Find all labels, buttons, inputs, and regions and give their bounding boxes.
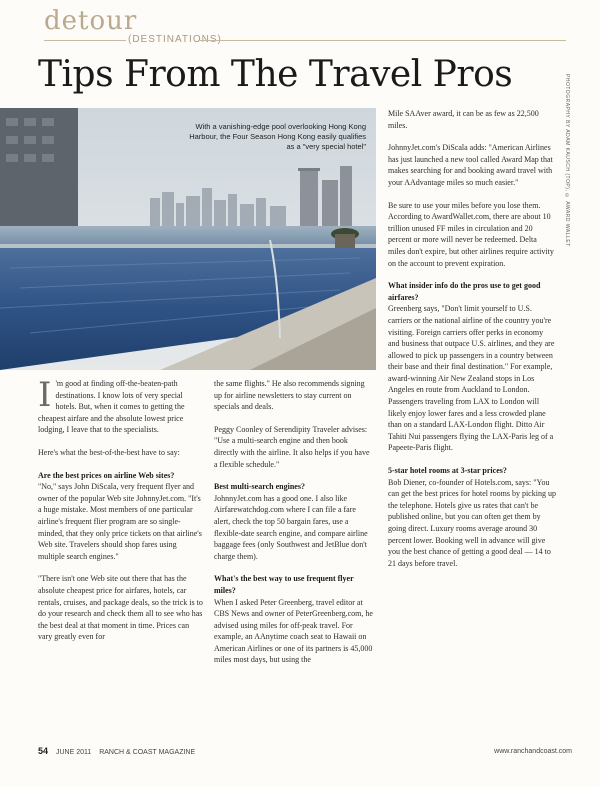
subhead: Are the best prices on airline Web sites? <box>38 470 175 480</box>
intro-paragraph <box>38 375 203 436</box>
subhead: What's the best way to use frequent flyer miles? <box>214 574 354 595</box>
paragraph: Bob Diener, co-founder of Hotels.com, says: "You can get the best prices for hotel rooms by picking up the telephone. Hotels give us rates that can't be published online, but you can often get them by going direct. Luxury rooms average around 30 percent lower. Booking well in advance will give you the best chance of getting a good deal — 14 to 21 days before travel. <box>388 477 556 568</box>
paragraph: "There isn't one Web site out there that has the absolute cheapest price for airfares, hotels, car rentals, cruises, and package deals, so the trick is to do your research and check them all to see who has the best deal at that moment in time. Prices can vary greatly even for <box>38 574 203 642</box>
paragraph: "No," says John DiScala, very frequent flyer and owner of the popular Web site JohnnyJet.com. "It's a huge mistake. Most members of one particular airline's frequent flier program are so single-minded, that they only price tickets on that airline's Web site. Travelers should shop fares using multiple search engines." <box>38 482 202 561</box>
subhead: Best multi-search engines? <box>214 482 305 492</box>
section-rule-left <box>44 40 126 41</box>
section-title: detour <box>44 6 138 36</box>
article-column-3 <box>388 108 556 580</box>
page-footer <box>38 746 572 760</box>
photo-credit: PHOTOGRAPHY BY ADAM KAUSCH (TOP), © AWARD WALLET <box>564 74 570 247</box>
paragraph: JohnnyJet.com's DiScala adds: "American Airlines has just launched a new tool called Award Map that makes searching for and booking award travel with your AAdvantage miles so much easier." <box>388 143 553 187</box>
subhead: 5-star hotel rooms at 3-star prices? <box>388 466 507 476</box>
website-url: www.ranchandcoast.com <box>494 748 572 755</box>
paragraph: the same flights." He also recommends signing up for airline newsletters to stay current on specials and deals. <box>214 379 365 412</box>
paragraph: JohnnyJet.com has a good one. I also like Airfarewatchdog.com where I can file a fare alert, check the top 50 bargain fares, use a flexible-date search engine, and compare airline baggage fees (only Southwest and JetBlue don't charge them). <box>214 493 368 561</box>
photo-caption: With a vanishing-edge pool overlooking Hong Kong Harbour, the Four Season Hong Kong easily qualifies as a "very special hotel" <box>189 122 366 151</box>
paragraph: When I asked Peter Greenberg, travel editor at CBS News and owner of PeterGreenberg.com, he advised using miles for off-peak travel. For example, an AAnytime coach seat to Hawaii on American Airlines or one of its partners is 45,000 miles most days, but using the <box>214 597 373 665</box>
hero-photo <box>0 108 376 370</box>
paragraph: Here's what the best-of-the-best have to say: <box>38 447 180 457</box>
paragraph: Be sure to use your miles before you lose them. According to AwardWallet.com, there are about 10 trillion unused FF miles in circulation and 20 percent or more will never be redeemed. Delta miles don't expire, but other airlines require activity on the account to prevent expiration. <box>388 200 554 268</box>
paragraph: Peggy Coonley of Serendipity Traveler advises: "Use a multi-search engine and then book directly with the airline. It also helps if you have a flexible schedule." <box>214 424 370 469</box>
page-number: 54 <box>38 746 49 756</box>
magazine-name: RANCH & COAST MAGAZINE <box>99 749 196 756</box>
paragraph: Mile SAAver award, it can be as few as 22,500 miles. <box>388 109 539 130</box>
issue-date: JUNE 2011 <box>55 749 92 756</box>
article-column-1 <box>38 375 203 654</box>
subhead: What insider info do the pros use to get good airfares? <box>388 281 541 302</box>
intro-text: 'm good at finding off-the-beaten-path destinations. I know lots of very special hotels. But, when it comes to getting the cheapest airfare and the absolute lowest price lodging, I leave that to the specialists. <box>38 379 185 435</box>
article-column-2 <box>214 378 374 677</box>
section-subtitle: (DESTINATIONS) <box>128 34 222 45</box>
article-headline: Tips From The Travel Pros <box>38 54 513 95</box>
section-rule-right <box>198 40 566 41</box>
drop-cap: I <box>38 375 52 415</box>
paragraph: Greenberg says, "Don't limit yourself to U.S. carriers or the national airline of the country you're visiting. Foreign carriers offer perks in economy and business that outpace U.S. airlines, and they are allowed to pick up passengers in a country between their base and their final destination." For example, award-winning Air New Zealand stops in Los Angeles en route from Auckland to London. Passengers traveling from LAX to London will likely enjoy lower fares and a less crowded plane than on a standard LAX-London flight. Ditto Air Tahiti Nui passengers flying the LAX-Paris leg of a Papeete-Paris flight. <box>388 304 555 453</box>
